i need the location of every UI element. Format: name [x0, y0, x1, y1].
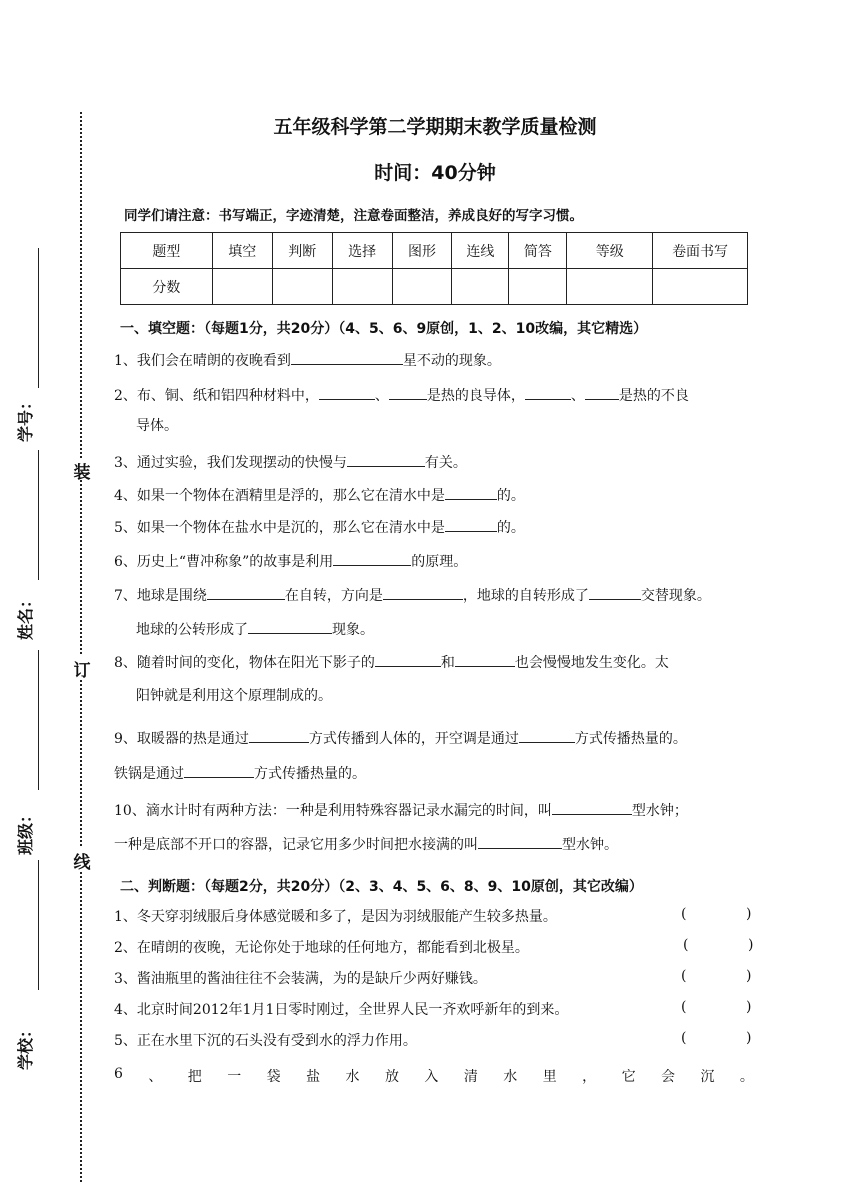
binding-char-xian: 线	[72, 848, 92, 870]
q9-text: 方式传播到人体的，开空调是通过	[308, 731, 519, 747]
judge-item-6-char: 放	[384, 1069, 399, 1085]
q10-text: 型水钟；	[631, 803, 688, 819]
q4-text: 的。	[496, 488, 525, 504]
blank[interactable]	[478, 834, 562, 849]
blank[interactable]	[389, 385, 427, 400]
question-3	[114, 452, 467, 472]
student-id-label: 学号：	[16, 393, 35, 442]
student-id-line	[38, 248, 39, 388]
judge-item-6-char: 会	[661, 1069, 676, 1085]
q5-text: 5、如果一个物体在盐水中是沉的，那么它在清水中是	[114, 520, 445, 536]
judge-item-2: 2、在晴朗的夜晚，无论你处于地球的任何地方，都能看到北极星。	[114, 940, 529, 956]
judge-item-6-char: 把	[187, 1069, 202, 1085]
judge-item-6-char: 盐	[306, 1069, 321, 1085]
score-table-header: 图形	[392, 233, 452, 269]
q8-text: 8、随着时间的变化，物体在阳光下影子的	[114, 655, 375, 671]
score-table-header: 题型	[121, 233, 213, 269]
question-6	[114, 551, 467, 571]
judge-item-3: 3、酱油瓶里的酱油往往不会装满，为的是缺斤少两好赚钱。	[114, 971, 487, 987]
judge-item-1: 1、冬天穿羽绒服后身体感觉暖和多了，是因为羽绒服能产生较多热量。	[114, 909, 557, 925]
binding-dotted-line	[80, 112, 82, 1182]
question-8	[114, 652, 669, 672]
score-table-header: 选择	[332, 233, 392, 269]
question-2-cont: 导体。	[136, 418, 178, 434]
question-1	[114, 350, 501, 370]
judge-item-6-char: ，	[582, 1069, 597, 1085]
blank[interactable]	[519, 728, 575, 743]
question-5	[114, 517, 525, 537]
question-7	[114, 585, 711, 605]
blank[interactable]	[184, 763, 254, 778]
q9-text: 方式传播热量的。	[574, 731, 687, 747]
school-line	[38, 860, 39, 990]
q10-text: 10、滴水计时有两种方法：一种是利用特殊容器记录水漏完的时间，叫	[114, 803, 552, 819]
q10-text: 型水钟。	[562, 837, 618, 853]
blank[interactable]	[319, 385, 375, 400]
blank[interactable]	[455, 652, 515, 667]
score-cell[interactable]	[392, 269, 452, 305]
score-table-header: 简答	[509, 233, 567, 269]
q7-text: 现象。	[332, 622, 374, 638]
q8-text: 和	[440, 655, 455, 671]
score-table-header: 卷面书写	[653, 233, 748, 269]
judge-item-6-char: 清	[463, 1069, 478, 1085]
blank[interactable]	[585, 385, 619, 400]
answer-paren-open: (	[683, 937, 689, 953]
question-10-cont	[114, 834, 618, 854]
blank[interactable]	[333, 551, 411, 566]
question-9-cont	[114, 763, 366, 783]
blank[interactable]	[525, 385, 571, 400]
score-cell[interactable]	[452, 269, 509, 305]
q1-text-end: 星不动的现象。	[402, 353, 501, 369]
judge-item-6-char: 里	[542, 1069, 557, 1085]
judge-item-6-char: 沉	[700, 1069, 715, 1085]
q7-text: ，地球的自转形成了	[462, 588, 589, 604]
score-table-header: 填空	[212, 233, 272, 269]
binding-char-ding: 订	[72, 656, 92, 678]
q2-text: 是热的不良	[618, 388, 689, 404]
school-label: 学校：	[16, 1021, 35, 1070]
score-cell[interactable]	[567, 269, 653, 305]
notice-text: 同学们请注意：书写端正，字迹清楚，注意卷面整洁，养成良好的写字习惯。	[124, 208, 583, 224]
score-row-label: 分数	[121, 269, 213, 305]
answer-paren-open: (	[681, 968, 687, 984]
q1-text: 1、我们会在晴朗的夜晚看到	[114, 353, 291, 369]
answer-paren-close: )	[746, 906, 752, 922]
score-table-header-row	[121, 233, 748, 269]
question-10	[114, 800, 688, 820]
score-cell[interactable]	[272, 269, 332, 305]
q5-text: 的。	[496, 520, 525, 536]
answer-paren-close: )	[748, 937, 754, 953]
q10-text: 一种是底部不开口的容器，记录它用多少时间把水接满的叫	[114, 837, 478, 853]
q3-text: 有关。	[424, 455, 467, 471]
answer-paren-open: (	[681, 1030, 687, 1046]
score-cell[interactable]	[332, 269, 392, 305]
q9-text: 铁锅是通过	[114, 766, 184, 782]
blank[interactable]	[445, 485, 497, 500]
judge-item-6-char: 、	[148, 1069, 163, 1085]
name-line	[38, 450, 39, 580]
score-cell[interactable]	[212, 269, 272, 305]
name-label: 姓名：	[16, 591, 35, 640]
question-9	[114, 728, 687, 748]
score-table-header: 等级	[567, 233, 653, 269]
question-8-cont: 阳钟就是利用这个原理制成的。	[136, 688, 332, 704]
answer-paren-close: )	[746, 999, 752, 1015]
blank[interactable]	[249, 728, 309, 743]
answer-paren-open: (	[681, 906, 687, 922]
judge-item-6-char: 水	[345, 1069, 360, 1085]
q4-text: 4、如果一个物体在酒精里是浮的，那么它在清水中是	[114, 488, 445, 504]
judge-item-6	[114, 1066, 754, 1086]
judge-item-6-char: 6	[114, 1066, 123, 1082]
score-table-score-row	[121, 269, 748, 305]
judge-item-6-char: 水	[503, 1069, 518, 1085]
class-label: 班级：	[16, 806, 35, 855]
q2-text: 、	[374, 388, 389, 404]
blank[interactable]	[375, 652, 441, 667]
blank[interactable]	[207, 585, 285, 600]
q2-text: 是热的良导体，	[426, 388, 525, 404]
blank[interactable]	[589, 585, 641, 600]
class-line	[38, 650, 39, 790]
q9-text: 9、取暖器的热是通过	[114, 731, 249, 747]
binding-char-zhuang: 装	[72, 458, 92, 480]
judge-item-6-char: 它	[621, 1069, 636, 1085]
score-cell[interactable]	[509, 269, 567, 305]
question-2	[114, 385, 689, 405]
judge-item-6-char: 一	[227, 1069, 242, 1085]
answer-paren-close: )	[746, 968, 752, 984]
q3-text: 3、通过实验，我们发现摆动的快慢与	[114, 455, 347, 471]
q9-text: 方式传播热量的。	[254, 766, 366, 782]
q7-text: 地球的公转形成了	[136, 622, 248, 638]
q8-text: 也会慢慢地发生变化。太	[514, 655, 669, 671]
exam-title: 五年级科学第二学期期末教学质量检测	[273, 116, 597, 138]
score-table	[120, 232, 748, 305]
judge-item-6-char: 。	[739, 1069, 754, 1085]
q7-text: 交替现象。	[640, 588, 711, 604]
blank[interactable]	[552, 800, 632, 815]
blank[interactable]	[291, 350, 403, 365]
blank[interactable]	[248, 619, 332, 634]
blank[interactable]	[383, 585, 463, 600]
answer-paren-open: (	[681, 999, 687, 1015]
q6-text: 6、历史上“曹冲称象”的故事是利用	[114, 554, 334, 570]
question-4	[114, 485, 525, 505]
judge-item-5: 5、正在水里下沉的石头没有受到水的浮力作用。	[114, 1033, 417, 1049]
judge-item-4: 4、北京时间2012年1月1日零时刚过，全世界人民一齐欢呼新年的到来。	[114, 1002, 569, 1018]
q2-text: 2、布、铜、纸和铝四种材料中，	[114, 388, 319, 404]
section2-heading: 二、判断题：（每题2分，共20分）（2、3、4、5、6、8、9、10原创，其它改编）	[120, 879, 643, 895]
answer-paren-close: )	[746, 1030, 752, 1046]
q7-text: 7、地球是围绕	[114, 588, 207, 604]
score-table-header: 连线	[452, 233, 509, 269]
section1-heading: 一、填空题：（每题1分，共20分）（4、5、6、9原创，1、2、10改编，其它精选）	[120, 321, 648, 337]
q7-text: 在自转，方向是	[284, 588, 383, 604]
blank[interactable]	[445, 517, 497, 532]
blank[interactable]	[347, 452, 425, 467]
score-cell[interactable]	[653, 269, 748, 305]
q2-text: 、	[570, 388, 585, 404]
score-table-header: 判断	[272, 233, 332, 269]
judge-item-6-char: 袋	[266, 1069, 281, 1085]
question-7-cont	[136, 619, 374, 639]
judge-item-6-char: 入	[424, 1069, 439, 1085]
q6-text: 的原理。	[411, 554, 468, 570]
exam-time: 时间：40分钟	[374, 162, 496, 184]
